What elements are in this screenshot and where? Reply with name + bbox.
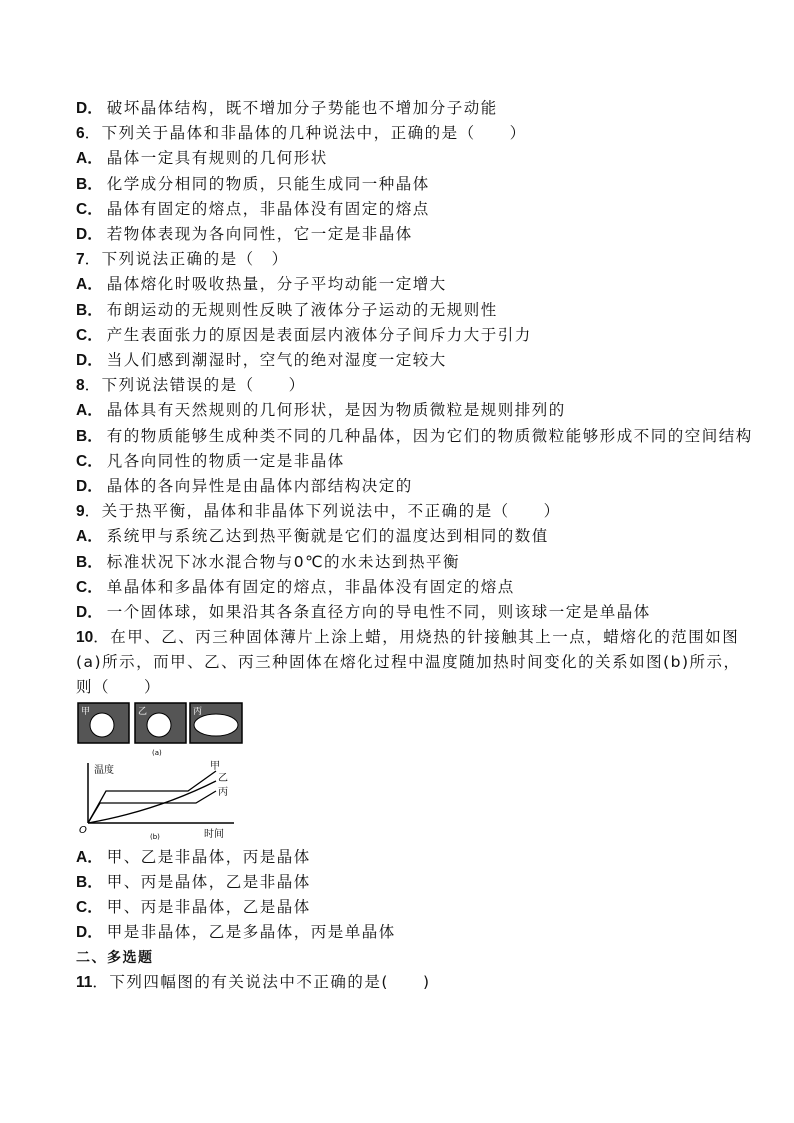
option-text: 破坏晶体结构，既不增加分子势能也不增加分子动能	[106, 99, 498, 117]
option-letter: D．	[76, 604, 103, 622]
option-letter: C．	[76, 452, 103, 470]
q9-stem	[76, 499, 756, 524]
option-text: 晶体有固定的熔点，非晶体没有固定的熔点	[106, 199, 430, 218]
q6-option-d	[76, 222, 756, 247]
x-axis-label: 时间	[204, 828, 224, 840]
q7-stem	[76, 247, 756, 272]
option-letter: B．	[76, 553, 103, 571]
q8-option-a	[76, 398, 756, 423]
option-letter: C．	[76, 578, 103, 596]
option-letter: A．	[76, 150, 103, 168]
option-letter: D．	[76, 352, 103, 370]
q6-stem	[76, 121, 756, 146]
q7-option-c	[76, 323, 756, 348]
y-axis-label: 温度	[94, 764, 114, 776]
question-number: 7	[76, 251, 85, 269]
question-number: 11	[76, 973, 93, 991]
option-text: 系统甲与系统乙达到热平衡就是它们的温度达到相同的数值	[106, 527, 549, 546]
option-text: 布朗运动的无规则性反映了液体分子运动的无规则性	[106, 300, 498, 319]
plate-yi	[135, 703, 186, 743]
question-text: ．下列说法错误的是（ ）	[84, 376, 306, 395]
question-text: ．下列四幅图的有关说法中不正确的是( )	[92, 972, 431, 991]
q10-option-b	[76, 870, 756, 895]
q11-stem	[76, 970, 756, 995]
option-text: 晶体具有天然规则的几何形状，是因为物质微粒是规则排列的	[106, 401, 566, 420]
document-page	[76, 96, 756, 995]
option-text: 产生表面张力的原因是表面层内液体分子间斥力大于引力	[106, 325, 532, 344]
question-text: ．下列关于晶体和非晶体的几种说法中，正确的是（ ）	[84, 124, 527, 143]
question-number: 9	[76, 503, 85, 521]
option-text: 一个固体球，如果沿其各条直径方向的导电性不同，则该球一定是单晶体	[106, 603, 651, 622]
caption-b: (b)	[150, 832, 160, 841]
plate-label: 乙	[138, 706, 148, 717]
q6-option-a	[76, 146, 756, 171]
q8-option-c	[76, 449, 756, 474]
option-letter: D．	[76, 924, 103, 942]
option-text: 化学成分相同的物质，只能生成同一种晶体	[106, 174, 430, 193]
q8-option-b	[76, 424, 756, 449]
q10-option-c	[76, 895, 756, 920]
q6-option-c	[76, 197, 756, 222]
curve-jia	[88, 771, 216, 823]
option-text: 标准状况下冰水混合物与0℃的水未达到热平衡	[106, 552, 460, 571]
q10-option-d	[76, 920, 756, 945]
question-number: 8	[76, 377, 85, 395]
plate-label: 甲	[81, 706, 91, 717]
graph-b	[79, 760, 234, 841]
plate-jia	[78, 703, 129, 743]
option-letter: C．	[76, 200, 103, 218]
curve-label-jia: 甲	[210, 760, 220, 772]
option-letter: D．	[76, 478, 103, 496]
option-letter: B．	[76, 874, 103, 892]
option-text: 当人们感到潮湿时，空气的绝对湿度一定较大	[106, 351, 447, 370]
q9-option-c	[76, 575, 756, 600]
q7-option-a	[76, 272, 756, 297]
option-text: 有的物质能够生成种类不同的几种晶体，因为它们的物质微粒能够形成不同的空间结构	[106, 426, 753, 445]
option-text: 若物体表现为各向同性，它一定是非晶体	[106, 225, 413, 244]
question-text: ．在甲、乙、丙三种固体薄片上涂上蜡，用烧热的针接触其上一点，蜡熔化的范围如图(a)所示，而甲、乙、丙三种固体在熔化过程中温度随加热时间变化的关系如图(b)所示，则（ ）	[76, 628, 741, 696]
curve-label-yi: 乙	[218, 772, 228, 784]
option-letter: A．	[76, 402, 103, 420]
q10-option-a	[76, 845, 756, 870]
question-text: ．下列说法正确的是（ ）	[84, 250, 289, 269]
option-letter: B．	[76, 175, 103, 193]
q9-option-b	[76, 550, 756, 575]
q6-option-b	[76, 172, 756, 197]
option-letter: C．	[76, 899, 103, 917]
option-letter: A．	[76, 276, 103, 294]
option-text: 甲是非晶体，乙是多晶体，丙是单晶体	[106, 923, 396, 942]
question-text: ．关于热平衡，晶体和非晶体下列说法中，不正确的是（ ）	[84, 502, 561, 521]
q8-option-d	[76, 474, 756, 499]
option-text: 甲、丙是晶体，乙是非晶体	[106, 873, 311, 892]
option-text: 晶体的各向异性是由晶体内部结构决定的	[106, 477, 413, 496]
q9-option-a	[76, 524, 756, 549]
q10-figure	[76, 701, 256, 841]
plate-bing	[190, 703, 242, 743]
option-letter: B．	[76, 301, 103, 319]
question-number: 10	[76, 629, 94, 647]
option-letter: D．	[76, 226, 103, 244]
q5-option-d	[76, 96, 756, 121]
option-text: 晶体一定具有规则的几何形状	[106, 149, 328, 168]
option-text: 单晶体和多晶体有固定的熔点，非晶体没有固定的熔点	[106, 577, 515, 596]
caption-a: (a)	[152, 748, 162, 757]
q10-stem	[76, 625, 756, 699]
plate-label: 丙	[193, 706, 203, 717]
option-text: 甲、乙是非晶体，丙是晶体	[106, 847, 311, 866]
option-letter: C．	[76, 326, 103, 344]
option-text: 甲、丙是非晶体，乙是晶体	[106, 898, 311, 917]
q10-figure-svg	[76, 701, 256, 841]
option-text: 凡各向同性的物质一定是非晶体	[106, 451, 345, 470]
q8-stem	[76, 373, 756, 398]
option-letter: A．	[76, 848, 103, 866]
question-number: 6	[76, 125, 85, 143]
q9-option-d	[76, 600, 756, 625]
origin-label: O	[79, 824, 87, 836]
q7-option-b	[76, 298, 756, 323]
option-letter: D．	[76, 100, 103, 117]
curve-label-bing: 丙	[218, 786, 228, 798]
option-letter: A．	[76, 528, 103, 546]
option-text: 晶体熔化时吸收热量，分子平均动能一定增大	[106, 275, 447, 294]
option-letter: B．	[76, 427, 103, 445]
q7-option-d	[76, 348, 756, 373]
section-heading: 二、多选题	[76, 949, 154, 966]
